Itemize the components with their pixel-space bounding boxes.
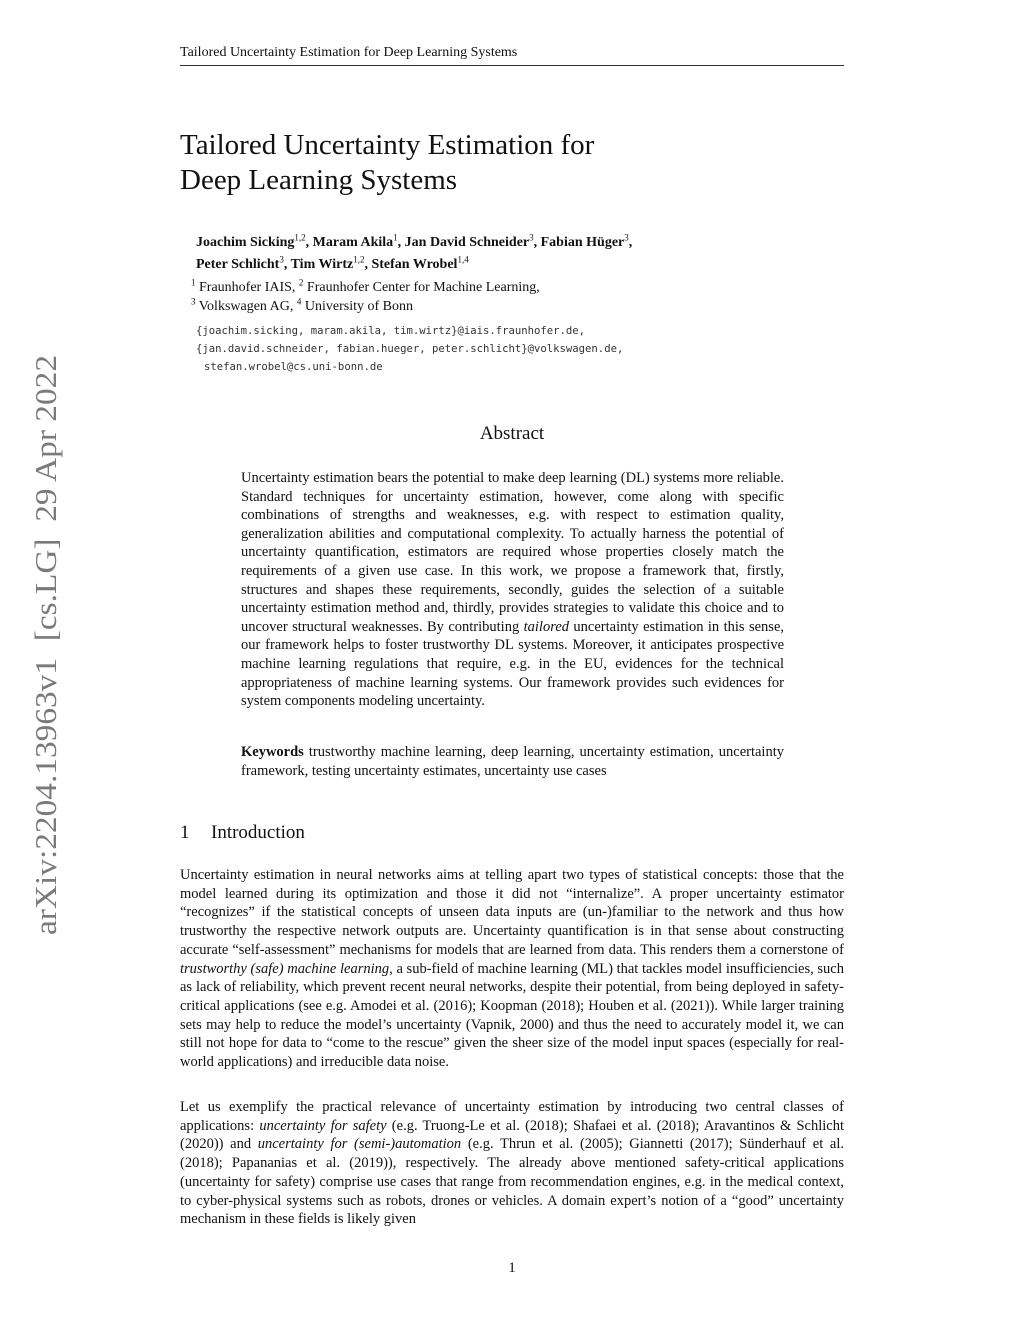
- abstract-heading: Abstract: [479, 423, 545, 444]
- author-separator: ,: [305, 235, 313, 250]
- affiliations: [191, 278, 831, 316]
- paragraph-emphasis: trustworthy (safe) machine learning: [180, 960, 390, 977]
- author-separator: ,: [397, 235, 405, 250]
- keywords: [241, 743, 784, 780]
- affiliation: University of Bonn: [304, 299, 413, 314]
- author: Stefan Wrobel: [371, 257, 458, 272]
- paragraph-text: Let us exemplify the practical relevance of uncertainty estimation by introducing two central classes of applications:: [180, 1099, 844, 1134]
- keywords-label: Keywords: [241, 744, 304, 760]
- page-number: 1: [508, 1260, 516, 1276]
- intro-paragraph-2: [180, 1098, 844, 1229]
- author: Joachim Sicking: [196, 235, 295, 250]
- paragraph-emphasis: uncertainty for (semi-)automation: [257, 1136, 462, 1153]
- author-separator: ,: [283, 257, 291, 272]
- author-affiliation-mark: 1: [393, 232, 398, 243]
- paragraph-text: (e.g. Truong-Le et al. (2018); Shafaei et al. (2018); Aravantinos & Schlicht (2020)) and: [180, 1117, 844, 1153]
- affiliation: Fraunhofer Center for Machine Learning,: [306, 280, 540, 295]
- title-line-2: Deep Learning Systems: [180, 164, 458, 196]
- author-list: [196, 232, 836, 276]
- abstract-text-part: Uncertainty estimation bears the potential to make deep learning (DL) systems more reliable. Standard techniques for uncertainty estimation, however, come along with specific combinations of strengths and weaknesses, e.g. with respect to estimation quality, generalization abilities and computational complexity. To actually harness the potential of uncertainty quantification, estimators are required whose properties closely match the requirements of a given use case. In this work, we propose a framework that, firstly, structures and shapes these requirements, secondly, guides the selection of a suitable uncertainty estimation method and, thirdly, provides strategies to validate this choice and to uncover structural weaknesses. By contributing: [241, 470, 784, 635]
- running-head: Tailored Uncertainty Estimation for Deep Learning Systems: [180, 44, 844, 66]
- affiliation-mark: 4: [296, 296, 302, 307]
- author-separator: ,: [364, 257, 372, 272]
- paper-title: [180, 128, 820, 198]
- arxiv-stamp-text: arXiv:2204.13963v1 [cs.LG] 29 Apr 2022: [29, 404, 63, 935]
- arxiv-stamp: [20, 350, 70, 940]
- author: Tim Wirtz: [290, 257, 354, 272]
- paragraph-text: Uncertainty estimation in neural networks aims at telling apart two types of statistical concepts: those that the model learned during its optimization and those it did not “internalize”. A proper uncertainty estimator “recognizes” if the statistical concepts of unseen data inputs are (un-)familiar to the network and thus how trustworthy the respective network outputs are. Uncertainty quantification is in that sense about constructing accurate “self-assessment” mechanisms for models that are learned from data. This renders them a cornerstone of: [180, 867, 844, 958]
- author: Peter Schlicht: [196, 257, 280, 272]
- abstract-emphasis: tailored: [523, 618, 570, 635]
- author-affiliation-mark: 3: [279, 254, 284, 265]
- email-line[interactable]: stefan.wrobel@cs.uni-bonn.de: [204, 361, 383, 373]
- email-line[interactable]: {joachim.sicking, maram.akila, tim.wirtz}@iais.fraunhofer.de,: [196, 325, 586, 337]
- author-separator: ,: [533, 235, 541, 250]
- abstract-text-part: uncertainty estimation in this sense, our framework helps to foster trustworthy DL systems. Moreover, it anticipates prospective machine learning regulations that require, e.g. in the EU, evidences for the technical appropriateness of machine learning systems. Our framework provides such evidences for system components modeling uncertainty.: [241, 618, 784, 710]
- affiliation-mark: 2: [298, 277, 304, 288]
- author: Fabian Hüger: [540, 235, 625, 250]
- abstract-text: [241, 469, 784, 711]
- author-separator: ,: [628, 235, 633, 250]
- author-affiliation-mark: 1,2: [294, 232, 306, 243]
- section-number: 1: [180, 822, 190, 843]
- affiliation: Volkswagen AG,: [198, 299, 297, 314]
- paragraph-emphasis: uncertainty for safety: [259, 1117, 387, 1134]
- email-line[interactable]: {jan.david.schneider, fabian.hueger, peter.schlicht}@volkswagen.de,: [196, 343, 624, 355]
- affiliation: Fraunhofer IAIS,: [199, 280, 299, 295]
- author-affiliation-mark: 1,2: [353, 254, 365, 265]
- affiliation-mark: 1: [191, 277, 196, 288]
- author-affiliation-mark: 1,4: [457, 254, 469, 265]
- author-affiliation-mark: 3: [624, 232, 629, 243]
- intro-paragraph-1: [180, 866, 844, 1072]
- author-affiliation-mark: 3: [529, 232, 534, 243]
- author: Maram Akila: [312, 235, 394, 250]
- author: Jan David Schneider: [404, 235, 530, 250]
- affiliation-mark: 3: [191, 296, 196, 307]
- keywords-text: trustworthy machine learning, deep learning, uncertainty estimation, uncertainty framework, testing uncertainty estimates, uncertainty use cases: [241, 744, 784, 779]
- author-emails: [196, 322, 836, 376]
- section-heading: [180, 821, 580, 845]
- paragraph-text: (e.g. Thrun et al. (2005); Giannetti (2017); Sünderhauf et al. (2018); Papananias et al. (2019)), respectively. The already above mentioned safety-critical applications (uncertainty for safety) comprise use cases that range from recommendation engines, e.g. in the medical context, to cyber-physical systems such as robots, drones or vehicles. A domain expert’s notion of a “good” uncertainty mechanism in these fields is likely given: [180, 1136, 844, 1228]
- title-line-1: Tailored Uncertainty Estimation for: [180, 129, 595, 161]
- section-title: Introduction: [211, 822, 305, 843]
- paragraph-text: , a sub-field of machine learning (ML) that tackles model insufficiencies, such as lack of reliability, which prevent recent neural networks, despite their potential, from being deployed in safety-critical applications (see e.g. Amodei et al. (2016); Koopman (2018); Houben et al. (2021)). While larger training sets may help to reduce the model’s uncertainty (Vapnik, 2000) and thus the need to accurately model it, we can still not hope for data to “come to the rescue” given the sheer size of the model input spaces (especially for real-world applications) and irreducible data noise.: [180, 960, 844, 1071]
